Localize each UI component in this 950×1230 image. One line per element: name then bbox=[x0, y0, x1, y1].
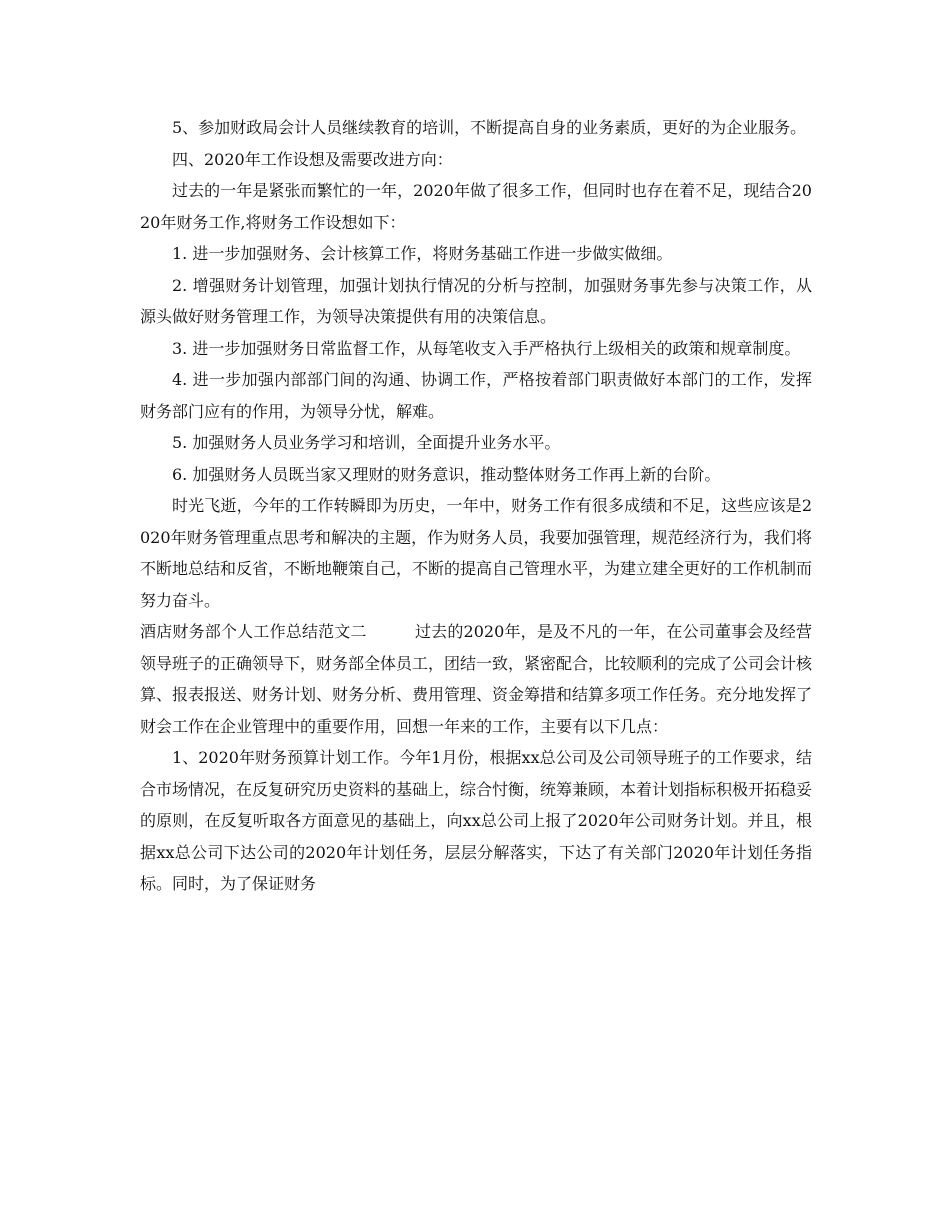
section-intro: 过去的2020年，是及不凡的一年，在公司董事会及经营领导班子的正确领导下，财务部全体员工，团结一致，紧密配合，比较顺利的完成了公司会计核算、报表报送、财务计划、财务分析、费用管理、资金筹措和结算多项工作任务。充分地发挥了财会工作在企业管理中的重要作用，回想一年来的工作，主要有以下几点： bbox=[140, 622, 813, 736]
list-item-1: 1. 进一步加强财务、会计核算工作，将财务基础工作进一步做实做细。 bbox=[172, 244, 673, 263]
section-title: 酒店财务部个人工作总结范文二 bbox=[140, 622, 367, 641]
paragraph-plans-intro: 过去的一年是紧张而繁忙的一年，2020年做了很多工作，但同时也存在着不足，现结合2020年财务工作,将财务工作设想如下： bbox=[140, 181, 812, 232]
paragraph-sample-two bbox=[140, 616, 812, 742]
list-item-6: 6. 加强财务人员既当家又理财的财务意识，推动整体财务工作再上新的台阶。 bbox=[172, 464, 721, 484]
paragraph-continuing-education: 5、参加财政局会计人员继续教育的培训，不断提高自身的业务素质，更好的为企业服务。 bbox=[172, 118, 807, 137]
section-heading-2020-plans: 四、2020年工作设想及需要改进方向： bbox=[172, 149, 453, 169]
list-item-2: 2. 增强财务计划管理，加强计划执行情况的分析与控制，加强财务事先参与决策工作，从源头做好财务管理工作，为领导决策提供有用的决策信息。 bbox=[140, 275, 812, 326]
paragraph-budget-plan: 1、2020年财务预算计划工作。今年1月份，根据xx总公司及公司领导班子的工作要求，结合市场情况，在反复研究历史资料的基础上，综合忖衡，统筹兼顾，本着计划指标积极开拓稳妥的原则，在反复听取各方面意见的基础上，向xx总公司上报了2020年公司财务计划。并且，根据xx总公司下达公司的2020年计划任务，层层分解落实，下达了有关部门2020年计划任务指标。同时，为了保证财务 bbox=[140, 748, 813, 893]
list-item-4: 4. 进一步加强内部部门间的沟通、协调工作，严格按着部门职责做好本部门的工作，发挥财务部门应有的作用，为领导分忧，解难。 bbox=[140, 370, 812, 421]
list-item-3: 3. 进一步加强财务日常监督工作，从每笔收支入手严格执行上级相关的政策和规章制度。 bbox=[172, 338, 801, 358]
list-item-5: 5. 加强财务人员业务学习和培训，全面提升业务水平。 bbox=[172, 433, 561, 452]
paragraph-conclusion: 时光飞逝，今年的工作转瞬即为历史，一年中，财务工作有很多成绩和不足，这些应该是2020年财务管理重点思考和解决的主题，作为财务人员，我要加强管理，规范经济行为，我们将不断地总结和反省，不断地鞭策自己，不断的提高自己管理水平，为建立建全更好的工作机制而努力奋斗。 bbox=[140, 496, 813, 610]
document-page bbox=[140, 112, 812, 900]
